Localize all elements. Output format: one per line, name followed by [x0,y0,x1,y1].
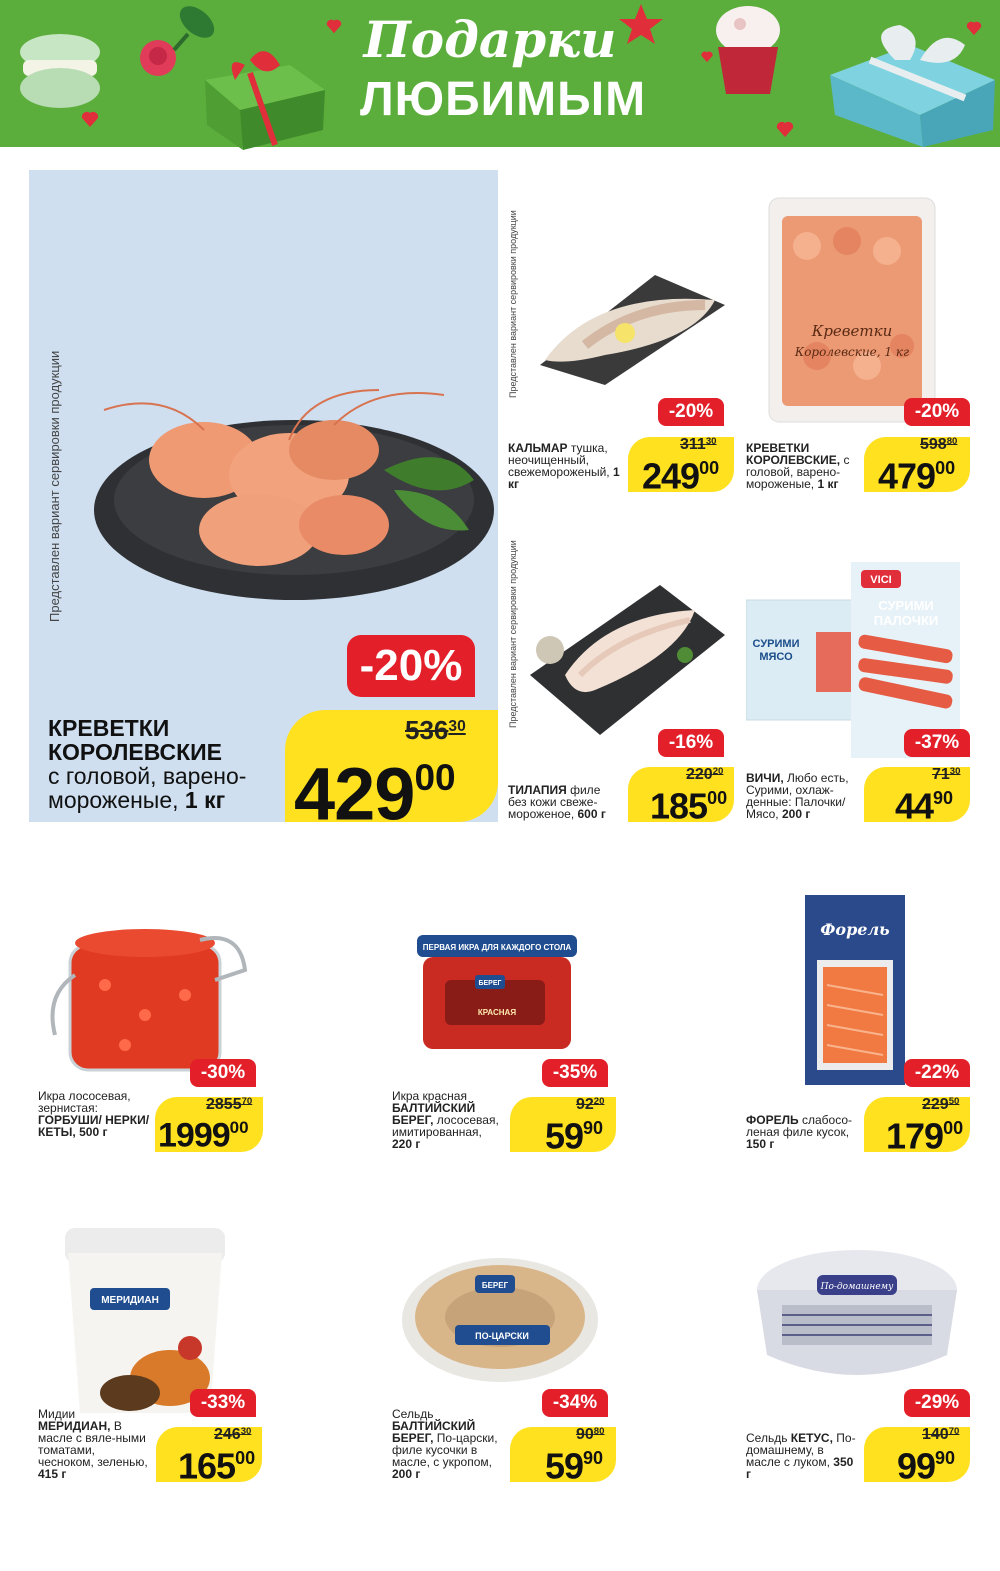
macaron-icon [15,30,105,115]
ikra-losos-old-price: 2855$^{70}$ [206,1096,253,1113]
tilapia-description: ТИЛАПИЯ филе без кожи свеже-мороженое, 600 г [508,783,606,821]
svg-text:СУРИМИ: СУРИМИ [752,638,800,650]
svg-text:СУРИМИ: СУРИМИ [878,598,934,613]
leaf-icon [175,0,220,45]
ikra-krasnaya-old-price: $92^{20}$ [576,1096,605,1113]
svg-text:По-домашнему: По-домашнему [820,1282,894,1292]
ikra-losos-description: Икра лососевая, зернистая: ГОРБУШИ/ НЕРКИ/ КЕТЫ, 500 г [38,1089,150,1139]
caviar-imitation-jar-image [415,930,580,1055]
banner-title-line2: ЛЮБИМЫМ [360,73,647,126]
trout-pack-image [805,895,905,1085]
hero-new-price: $429^{00}$ [294,752,456,836]
kalmar-description: КАЛЬМАР тушка, неочищенный, свежемороженый, 1 кг [508,441,620,491]
kalmar-serving-caption: Представлен вариант сервировки продукции [508,210,518,398]
midii-description: Мидии МЕРИДИАН, В масле с вяле-ными томатами, чесноком, зеленью, 415 г [38,1407,148,1481]
banner-title [360,10,647,130]
gift-box-blue-icon [825,20,1000,147]
seld-ketus-description: Сельдь КЕТУС, По-домашнему, в масле с луком, 350 г [746,1431,856,1481]
heart-icon [775,120,795,138]
svg-text:VICI: VICI [870,574,892,586]
seld-bb-description: Сельдь БАЛТИЙСКИЙ БЕРЕГ, По-царски, филе кусочки в масле, с укропом, 200 г [392,1407,498,1481]
kalmar-old-price: $311^{30}$ [680,436,717,453]
tilapia-serving-caption: Представлен вариант сервировки продукции [508,540,518,728]
ikra-krasnaya-new-price: $59^{90}$ [545,1115,604,1157]
svg-text:ПЕРВАЯ ИКРА ДЛЯ КАЖДОГО СТОЛА: ПЕРВАЯ ИКРА ДЛЯ КАЖДОГО СТОЛА [422,943,572,952]
ikra-krasnaya-description: Икра красная БАЛТИЙСКИЙ БЕРЕГ, лососевая, имитированная, 220 г [392,1089,499,1151]
svg-text:МЯСО: МЯСО [759,651,793,663]
tilapia-new-price: $185^{00}$ [650,785,728,827]
ikra-losos-discount-badge: -30% [190,1059,256,1087]
forel-discount-badge: -22% [904,1059,970,1087]
hero-discount-badge: -20% [347,635,475,697]
squid-fillet-image [525,265,730,390]
seld-bb-old-price: $90^{80}$ [576,1426,605,1443]
caviar-jar-image [35,915,255,1075]
vichi-discount-badge: -37% [904,729,970,757]
kalmar-new-price: $249^{00}$ [642,455,720,497]
hero-serving-caption: Представлен вариант сервировки продукции [47,350,62,622]
heart-icon [325,18,343,34]
hero-name-weight: 1 кг [184,787,226,813]
krevetki-discount-badge: -20% [904,398,970,426]
shrimp-plate-image [84,380,504,620]
shrimp-bag-image [767,196,937,424]
vichi-new-price: $44^{90}$ [895,785,954,827]
seld-ketus-new-price: $99^{90}$ [897,1445,956,1487]
herring-tray-image [400,1245,600,1385]
header-banner [0,0,1000,147]
heart-icon [80,110,100,128]
svg-text:Королевские, 1 кг: Королевские, 1 кг [794,345,910,359]
svg-text:ПАЛОЧКИ: ПАЛОЧКИ [873,613,939,628]
midii-discount-badge: -33% [190,1389,256,1417]
midii-old-price: $246^{30}$ [214,1426,252,1443]
hero-old-price: $536^{30}$ [405,715,466,745]
vichi-description: ВИЧИ, Любо есть, Сурими, охлаж-денные: Палочки/ Мясо, 200 г [746,771,849,821]
tilapia-old-price: $220^{20}$ [686,766,724,783]
tilapia-discount-badge: -16% [658,729,724,757]
svg-text:БЕРЕГ: БЕРЕГ [478,980,502,987]
forel-old-price: $229^{50}$ [922,1096,960,1113]
cupcake-icon [710,2,785,97]
ikra-krasnaya-discount-badge: -35% [542,1059,608,1087]
seld-bb-discount-badge: -34% [542,1389,608,1417]
svg-text:КРАСНАЯ: КРАСНАЯ [477,1008,517,1017]
kalmar-discount-badge: -20% [658,398,724,426]
hero-name-bold: КРЕВЕТКИ КОРОЛЕВСКИЕ [48,715,223,765]
hero-product-name [48,716,278,812]
ikra-losos-new-price: 1999$^{00}$ [158,1116,249,1155]
hero-name-text: с головой, варено-мороженые, [48,763,247,813]
svg-text:Креветки: Креветки [811,322,893,340]
forel-description: ФОРЕЛЬ слабосо-леная филе кусок, 150 г [746,1113,853,1151]
svg-text:МЕРИДИАН: МЕРИДИАН [101,1295,159,1306]
krevetki-new-price: $479^{00}$ [878,455,956,497]
herring-tub-image [752,1245,962,1385]
forel-new-price: $179^{00}$ [886,1115,964,1157]
seld-ketus-discount-badge: -29% [904,1389,970,1417]
svg-text:ПО-ЦАРСКИ: ПО-ЦАРСКИ [475,1331,529,1341]
gift-box-green-icon [195,45,335,150]
midii-new-price: $165^{00}$ [178,1445,256,1487]
krevetki-description: КРЕВЕТКИ КОРОЛЕВСКИЕ, с головой, варено-мороженые, 1 кг [746,441,850,491]
mussels-tub-image [60,1228,230,1413]
svg-text:Форель: Форель [820,920,890,939]
seld-bb-new-price: $59^{90}$ [545,1445,604,1487]
svg-text:БЕРЕГ: БЕРЕГ [481,1281,509,1290]
vichi-old-price: $71^{30}$ [932,766,961,783]
seld-ketus-old-price: $140^{70}$ [922,1426,960,1443]
tilapia-fillet-image [520,580,730,740]
star-icon [618,2,664,46]
krevetki-old-price: $598^{80}$ [920,436,958,453]
banner-title-line1: Подарки [363,10,617,69]
